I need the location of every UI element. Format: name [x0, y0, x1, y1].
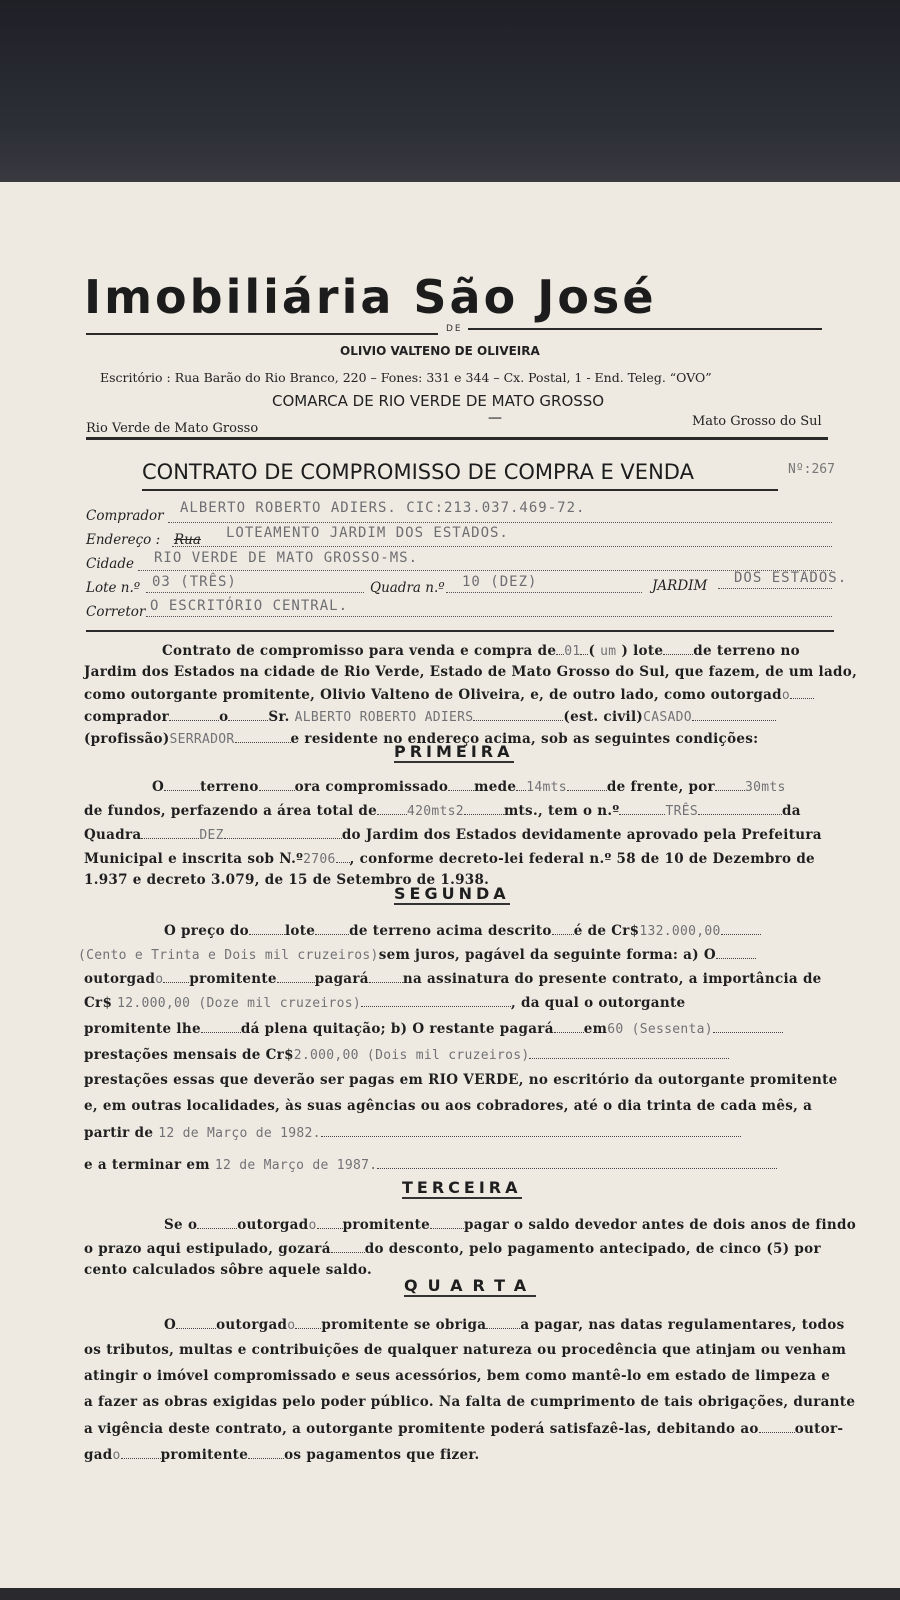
jardim-label: JARDIM [652, 578, 708, 594]
primeira-line-2: de fundos, perfazendo a área total de 420mts2 mts., tem o n.º TRÊS da [84, 803, 801, 819]
contract-title-underline [142, 489, 778, 491]
contract-number: Nº:267 [788, 462, 835, 477]
segunda-line-6: prestações mensais de Cr$2.000,00 (Dois mil cruzeiros) [84, 1046, 729, 1063]
segunda-line-10: e a terminar em 12 de Março de 1987. [84, 1156, 777, 1173]
cidade-label: Cidade [86, 556, 134, 572]
segunda-line-4: Cr$ 12.000,00 (Doze mil cruzeiros) , da qual o outorgante [84, 995, 686, 1011]
segunda-line-3: outorgado promitente pagará na assinatura do presente contrato, a importância de [84, 971, 822, 987]
endereco-struck: Rua [174, 532, 201, 548]
section-terceira-heading: TERCEIRA [402, 1178, 522, 1197]
segunda-line-5: promitente lhe dá plena quitação; b) O restante pagará em60 (Sessenta) [84, 1020, 783, 1037]
quadra-label: Quadra n.º [370, 580, 445, 596]
endereco-value: LOTEAMENTO JARDIM DOS ESTADOS. [226, 525, 509, 541]
section-primeira-heading: PRIMEIRA [394, 742, 514, 761]
quarta-line-6: gado promitente os pagamentos que fizer. [84, 1447, 480, 1463]
city-dash: — [488, 410, 502, 426]
cidade-value: RIO VERDE DE MATO GROSSO-MS. [154, 550, 419, 566]
segunda-line-8: e, em outras localidades, às suas agências ou aos cobradores, até o dia trinta de cada mês, a [84, 1098, 813, 1114]
intro-line-2: Jardim dos Estados na cidade de Rio Verde, Estado de Mato Grosso do Sul, que fazem, de um lado, [84, 664, 858, 680]
header-bottom-rule [86, 437, 828, 440]
segunda-line-2: (Cento e Trinta e Dois mil cruzeiros)sem juros, pagável da seguinte forma: a) O [78, 946, 756, 963]
quarta-line-3: atingir o imóvel compromissado e seus acessórios, bem como mantê-lo em estado de limpeza e [84, 1368, 831, 1384]
comarca: COMARCA DE RIO VERDE DE MATO GROSSO [272, 392, 605, 410]
intro-line-1: Contrato de compromisso para venda e compra de 01 ( um ) lote de terreno no [162, 643, 800, 659]
quarta-line-2: os tributos, multas e contribuições de qualquer natureza ou procedência que atinjam ou venham [84, 1342, 847, 1358]
segunda-line-7: prestações essas que deverão ser pagas em RIO VERDE, no escritório da outorgante promitente [84, 1072, 838, 1088]
quadra-value: 10 (DEZ) [462, 574, 538, 590]
owner-name: OLIVIO VALTENO DE OLIVEIRA [340, 344, 540, 358]
corretor-label: Corretor [86, 604, 146, 620]
quarta-line-1: O outorgado promitente se obriga a pagar, nas datas regulamentares, todos [164, 1317, 845, 1333]
segunda-line-9: partir de 12 de Março de 1982. [84, 1124, 741, 1141]
primeira-line-4: Municipal e inscrita sob N.º2706 , conforme decreto-lei federal n.º 58 de 10 de Dezembro de [84, 851, 815, 867]
header-rule-left [86, 333, 438, 335]
quarta-line-5: a vigência deste contrato, a outorgante promitente poderá satisfazê-las, debitando ao outor- [84, 1421, 844, 1437]
primeira-line-1: O terreno ora compromissado mede 14mts de frente, por 30mts [152, 779, 786, 795]
lote-label: Lote n.º [86, 580, 141, 596]
section-quarta-heading: QUARTA [404, 1276, 537, 1295]
section-segunda-heading: SEGUNDA [394, 884, 510, 903]
intro-line-4: comprador o Sr. ALBERTO ROBERTO ADIERS (est. civil)CASADO [84, 708, 776, 725]
company-name: Imobiliária São José [84, 270, 657, 324]
jardim-value: DOS ESTADOS. [734, 570, 848, 586]
city-right: Mato Grosso do Sul [692, 414, 822, 429]
contract-title: CONTRATO DE COMPROMISSO DE COMPRA E VENDA [142, 460, 694, 484]
header-rule-right [468, 328, 822, 330]
primeira-line-5: 1.937 e decreto 3.079, de 15 de Setembro de 1.938. [84, 872, 490, 888]
comprador-value: ALBERTO ROBERTO ADIERS. CIC:213.037.469-72. [180, 500, 586, 516]
corretor-value: O ESCRITÓRIO CENTRAL. [150, 598, 349, 614]
terceira-line-3: cento calculados sôbre aquele saldo. [84, 1262, 372, 1278]
quarta-line-4: a fazer as obras exigidas pelo poder público. Na falta de cumprimento de tais obrigações, durante [84, 1394, 856, 1410]
intro-line-3: como outorgante promitente, Olivio Valteno de Oliveira, e, de outro lado, como outorgado [84, 686, 814, 703]
lote-value: 03 (TRÊS) [152, 574, 237, 590]
terceira-line-1: Se o outorgado promitente pagar o saldo devedor antes de dois anos de findo [164, 1217, 857, 1233]
endereco-label: Endereço : [86, 532, 161, 548]
segunda-line-1: O preço do lote de terreno acima descrito é de Cr$132.000,00 [164, 922, 761, 939]
header-de: DE [446, 324, 463, 334]
intro-line-5: (profissão)SERRADOR e residente no endereço acima, sob as seguintes condições: [84, 731, 759, 747]
fields-bottom-rule [86, 630, 834, 632]
office-address: Escritório : Rua Barão do Rio Branco, 220 – Fones: 331 e 344 – Cx. Postal, 1 - End. Teleg. “OVO” [100, 370, 712, 385]
comprador-label: Comprador [86, 508, 164, 524]
primeira-line-3: Quadra DEZ do Jardim dos Estados devidamente aprovado pela Prefeitura [84, 827, 822, 843]
terceira-line-2: o prazo aqui estipulado, gozará do desconto, pelo pagamento antecipado, de cinco (5) por [84, 1241, 821, 1257]
city-left: Rio Verde de Mato Grosso [86, 421, 259, 436]
